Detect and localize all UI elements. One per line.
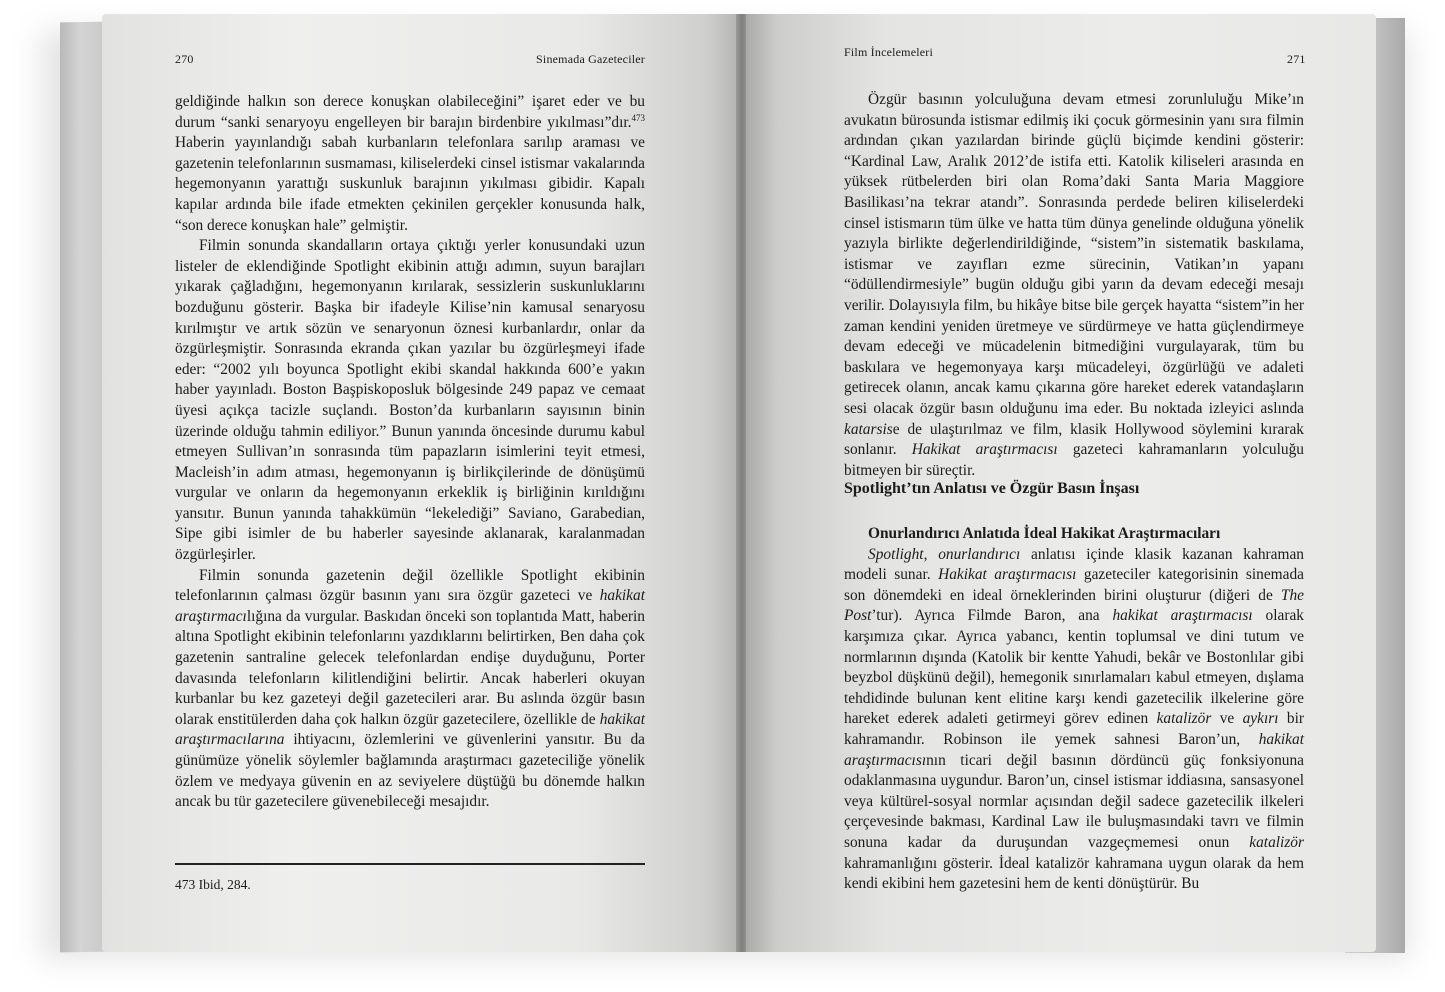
text-run: bir kahramandır. Robinson ile yemek sahnesi Baron’un, (844, 710, 1304, 748)
italic-run: hakikat araştırmacı (175, 587, 645, 625)
italic-run: katalizör (1249, 833, 1304, 851)
text-run: ’tur). Ayrıca Filmde Baron, ana (871, 607, 1113, 625)
right-page (746, 14, 1376, 952)
italic-run: Hakikat araştırmacısı (938, 566, 1077, 584)
text-run: kahramanlığını gösterir. İdeal katalizör kahramana uygun olarak da hem kendi ekibini hem gazetesini hem de kenti dönüştürür. Bu (844, 854, 1304, 893)
text-run: nın ticari değil basının dördüncü güç fonksiyonuna odaklanmasına uygundur. Baron’un, cinsel istismar iddiasına, sansasyonel veya kültürel-sosyal normlar açısından değil sadece gazetecilik ilkeleri çerçevesinde bakması, Kardinal Law ile buluşmasındaki tavrı ve filmin sonuna kadar da duruşundan vazgeçmemesi onun (844, 751, 1304, 851)
left-paragraph (175, 236, 645, 566)
text-run: lığına da vurgular. Baskıdan önceki son toplantıda Matt, haberin altına Spotlight ekibinin telefonlarını yazdıklarını belirtirken, Ben daha çok gazetenin santraline gelecek telefonlardan endişe duyduğunu, Porter davasında telefonların kilitlendiğini belirtir. Ancak haberleri okuyan kurbanlar bu kez gazeteyi değil gazetecileri arar. Bu aslında özgür basın olarak enstitülerden daha çok halkın özgür gazetecilere, özellikle de (175, 607, 645, 728)
italic-run: hakikat araştırmacılarına (175, 710, 645, 749)
text-run: anlatısı içinde klasik kazanan kahraman modeli sunar. (844, 545, 1304, 584)
text-run: Filmin sonunda skandalların ortaya çıktığı yerler konusundaki uzun listeler de eklendiğinde Spotlight ekibinin attığı adımın, suyun barajları yıkarak çağladığını, hegemonyanın kırılarak, sessizlerin suskunluklarını bozduğunu gösterir. Başka bir ifadeyle Kilise’nin kamusal senaryosu kırılmıştır ve artık sözün ve senaryonun öznesi kurbanlardır, onlar da özgürleşmiştir. Sonrasında ekranda çıkan yazılar bu özgürleşmeyi ifade eder: “2002 yılı boyunca Spotlight ekibi skandal hakkında 600’e yakın haber yayınladı. Boston Başpiskoposluk bölgesinde 249 papaz ve cemaat üyesi açıkça tacizle suçlandı. Boston’da kurbanların sayısının binin üzerinde olduğu tahmin ediliyor.” Bunun yanında öncesinde durumu kabul etmeyen Sullivan’ın sonrasında tüm papazların isimlerini teyit etmesi, Macleish’in adım atması, hegemonyanın iş birlikçilerinde de dönüşümü vurgular ve onların da hegemonyanın erkeklik iş birliğinin kırıldığını yansıtır. Bunun yanında tahakkümün “lekelediği” Saviano, Garabedian, Sipe gibi isimler de bu haberler sayesinde aklanarak, karalanmadan özgürleşirler. (175, 237, 645, 564)
left-page-number: 270 (175, 52, 194, 66)
right-running-head: Film İncelemeleri (844, 45, 934, 59)
text-run: ve (1211, 710, 1243, 728)
section-heading: Spotlight’tın Anlatısı ve Özgür Basın İnşası (844, 480, 1140, 497)
text-run: ihtiyacını, özlemlerini ve güvenlerini yansıtır. Bu da günümüze yönelik söylemler bağlamında araştırmacı gazeteciliğe yönelik özlem ve medyaya güvenin en az seviyelere düştüğü bu dönemde halkın ancak bu tür gazetecilere güvenebileceği mesajıdır. (175, 731, 645, 811)
italic-run: aykırı (1242, 710, 1279, 728)
text-run: geldiğinde halkın son derece konuşkan olabileceğini” işaret eder ve bu durum “sanki senaryoyu engelleyen bir barajın birdenbire yıkılması”dır. (175, 93, 645, 131)
text-run: e de ulaştırılmaz ve film, klasik Hollywood söylemini kırarak sonlanır. (844, 420, 1304, 459)
left-paragraph (175, 92, 645, 236)
text-run: gazeteci kahramanların yolculuğu bitmeyen bir süreçtir. (844, 441, 1304, 479)
footnote-rule (175, 863, 645, 865)
italic-run: onurlandırıcı (938, 545, 1021, 563)
right-section-block (844, 524, 1304, 895)
italic-run: Hakikat araştırmacısı (911, 441, 1058, 459)
italic-run: hakikat araştırmacısı (1112, 607, 1253, 625)
left-body-text (175, 92, 645, 813)
left-paragraph (175, 566, 645, 813)
footnote-marker: 473 (631, 112, 645, 123)
text-run: olarak karşımıza çıkar. Ayrıca yabancı, kentin toplumsal ve dini tutum ve normlarının dışında (Katolik bir kentte Yahudi, bekâr ve Bostonlılar gibi beyzbol düşkünü değil), hemegonik sınırlamaları kabul etmeyen, dışlama tehdidinde bulunan kent elitine karşı kendi gazetecilik ilkelerine göre hareket ederek adaleti getirmeyi görev edinen (844, 607, 1304, 728)
footnote: 473 Ibid, 284. (175, 877, 251, 892)
right-page-number: 271 (1287, 52, 1306, 66)
text-run: Filmin sonunda gazetenin değil özellikle Spotlight ekibinin telefonlarının çalması özgür basının yanı sıra özgür gazeteci ve (175, 566, 645, 605)
right-body-text-top (844, 90, 1304, 481)
italic-run: katarsis (844, 420, 893, 438)
left-running-head: Sinemada Gazeteciler (536, 52, 645, 66)
text-run: Haberin yayınlandığı sabah kurbanların telefonlara sarılıp araması ve gazetenin telefonlarının susmaması, kiliselerdeki cinsel istismar vakalarında hegemonyanın yarattığı suskunluk barajının yıkılması gibidir. Kapalı kapılar ardında bile ifade etmekten çekinilen gerçekler konusunda halk, “son derece konuşkan hale” gelmiştir. (175, 134, 645, 234)
text-run: gazeteciler kategorisinin sinemada son dönemdeki en ideal örneklerinden birini oluşturur (diğeri de (844, 566, 1304, 604)
italic-run: hakikat araştırmacısı (844, 730, 1304, 769)
italic-run: katalizör (1156, 710, 1212, 728)
text-run: Özgür basının yolculuğuna devam etmesi zorunluluğu Mike’ın avukatın bürosunda istismar edilmiş iki çocuk görmesinin yanı sıra filmin ardından çıkan yazılardan birinde güçlü biçimde kendini gösterir: “Kardinal Law, Aralık 2012’de istifa etti. Katolik kiliseleri arasında en yüksek rütbelerden biri olan Roma’daki Santa Maria Maggiore Basilikası’na tekrar atandı”. Sonrasında perdede beliren kiliselerdeki cinsel istismarın tüm ülke ve hatta tüm dünya genelinde olduğuna yönelik yazıyla birlikte değerlendirildiğinde, “sistem”in sistematik baskılama, istismar ve zayıfları ezme sürecinin, Vatikan’ın yapanı “ödüllendirmesiyle” bugün olduğu gibi yarın da devam edeceği mesajı verilir. Dolayısıyla film, bu hikâye bitse bile gerçek hayatta “sistem”in her zaman kendini yeniden üretmeye ve sürdürmeye ve hatta güçlendirmeye devam edeceği ve mücadelenin bitmediğini vurgulayarak, tüm bu baskılara ve hegemonyaya karşı mücadeleyi, özgürlüğü ve adaleti getirecek olanın, ancak kamu çıkarına göre hareket ederek vatandaşların sesi olacak özgür basın olduğunu ima eder. Bu noktada izleyici aslında (844, 91, 1304, 417)
italic-run: The Post (844, 586, 1304, 625)
right-paragraph (844, 545, 1304, 895)
text-run: , (923, 545, 939, 563)
subheading: Onurlandırıcı Anlatıda İdeal Hakikat Araştırmacıları (868, 525, 1221, 542)
right-body-text-bottom (844, 545, 1304, 895)
left-page (102, 14, 738, 952)
right-paragraph (844, 90, 1304, 481)
italic-run: Spotlight (868, 545, 924, 563)
